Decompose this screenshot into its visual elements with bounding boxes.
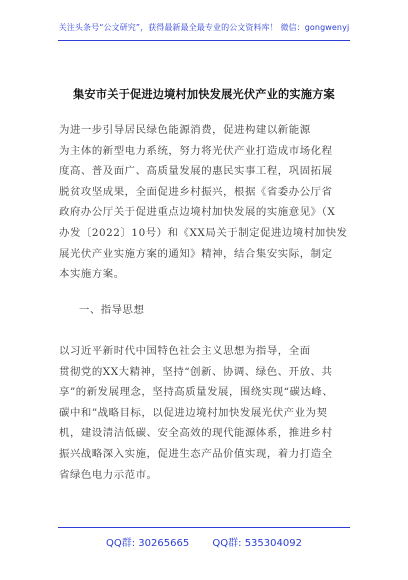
- header-divider: [58, 40, 350, 41]
- footer-contacts: [0, 534, 408, 549]
- footer-qq-group-1: QQ群: 30265665: [106, 538, 190, 549]
- footer-qq-group-2: QQ群: 535304092: [212, 538, 302, 549]
- section-heading-guiding-ideology: 一、指导思想: [79, 304, 145, 316]
- header-promo-text: 关注头条号“公文研究”，获得最新最全最专业的公文资料库！ 微信：gongwenyj: [58, 23, 350, 32]
- document-title: 集安市关于促进边境村加快发展光伏产业的实施方案: [73, 88, 335, 101]
- guiding-ideology-paragraph: 以习近平新时代中国特色社会主义思想为指导，全面 贯彻党的XX大精神，坚持“创新、协调、绿色、开放、共 享”的新发展理念，坚持高质量发展，围绕实现“碳达峰、 碳中和”战略目标，以促进边境村加快发展光伏产业为契 机，建设清洁低碳、安全高效的现代能源体系，推进乡村 振兴战略深入实施，促进生态产品价值实现，着力打造全 省绿色电力示范市。: [59, 345, 334, 481]
- footer-divider: [58, 527, 350, 528]
- intro-paragraph: 为进一步引导居民绿色能源消费，促进构建以新能源 为主体的新型电力系统，努力将光伏产业打造成市场化程 度高、普及面广、高质量发展的惠民实事工程，巩固拓展 脱贫攻坚成果，全面促进乡村振兴，根据《省委办公厅省 政府办公厅关于促进重点边境村加快发展的实施意见》（X 办发〔2022〕10号）和《XX局关于制定促进边境村加快发 展光伏产业实施方案的通知》精神，结合集安实际，制定 本实施方案。: [59, 124, 348, 281]
